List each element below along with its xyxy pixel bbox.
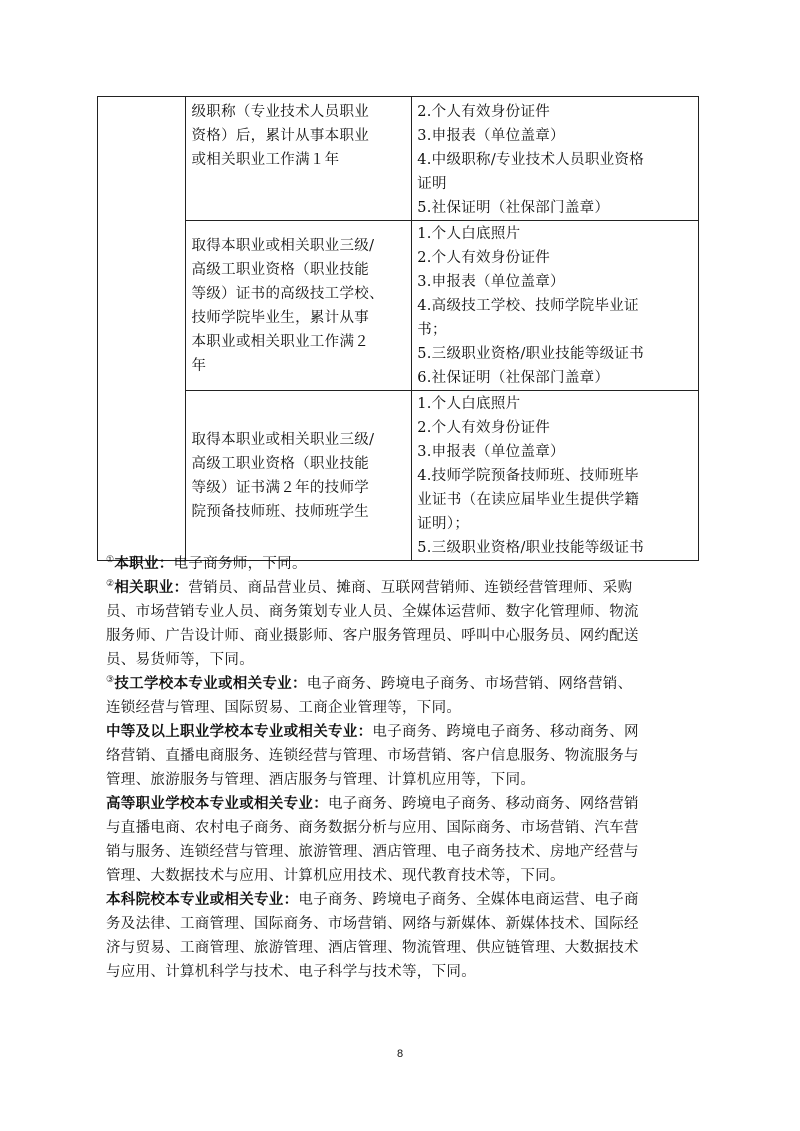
table-cell-materials bbox=[412, 221, 699, 391]
condition-line: 取得本职业或相关职业三级/ bbox=[191, 431, 375, 448]
material-line: 4.高级技工学校、技师学院毕业证 bbox=[417, 297, 639, 314]
table-row bbox=[98, 391, 699, 561]
table-cell-condition bbox=[186, 391, 412, 561]
table-row bbox=[98, 97, 699, 221]
footnote-term: 中等及以上职业学校本专业或相关专业： bbox=[106, 724, 373, 740]
material-line: 3.申报表（单位盖章） bbox=[417, 273, 565, 290]
footnote-term: 本职业： bbox=[114, 556, 174, 572]
table-cell-condition bbox=[186, 97, 412, 221]
condition-line: 或相关职业工作满１年 bbox=[191, 152, 340, 168]
footnote-text: 务及法律、工商管理、国际商务、市场营销、网络与新媒体、新媒体技术、国际经 bbox=[106, 916, 639, 932]
condition-line: 等级）证书满２年的技师学 bbox=[191, 479, 370, 496]
footnote-marker: ① bbox=[106, 555, 115, 566]
condition-line: 等级）证书的高级技工学校、 bbox=[191, 285, 384, 302]
footnote-text: 电子商务、跨境电子商务、全媒体电商运营、电子商 bbox=[298, 892, 639, 908]
page-number: 8 bbox=[396, 1048, 404, 1060]
footnote-marker: ③ bbox=[106, 675, 115, 686]
material-line: 2.个人有效身份证件 bbox=[417, 249, 551, 266]
material-line: 6.社保证明（社保部门盖章） bbox=[417, 369, 610, 386]
footnote-text: 管理、旅游服务与管理、酒店服务与管理、计算机应用等，下同。 bbox=[106, 772, 536, 788]
condition-line: 取得本职业或相关职业三级/ bbox=[191, 237, 375, 254]
material-line: 4.中级职称/专业技术人员职业资格 bbox=[417, 152, 645, 168]
footnote-text: 与直播电商、农村电子商务、商务数据分析与应用、国际商务、市场营销、汽车营 bbox=[106, 820, 639, 836]
footnote-secondary-vocational-majors bbox=[106, 720, 698, 792]
footnote-related-occupations bbox=[106, 576, 698, 672]
footnote-text: 济与贸易、工商管理、旅游管理、酒店管理、物流管理、供应链管理、大数据技术 bbox=[106, 940, 639, 956]
table-row bbox=[98, 221, 699, 391]
footnote-term: 相关职业： bbox=[114, 580, 189, 596]
material-line: 书； bbox=[417, 321, 447, 338]
material-line: 1.个人白底照片 bbox=[417, 395, 521, 412]
table-cell-condition bbox=[186, 221, 412, 391]
footnote-own-occupation bbox=[106, 552, 698, 576]
requirements-table-body bbox=[98, 97, 699, 561]
condition-line: 级职称（专业技术人员职业 bbox=[191, 104, 370, 120]
condition-line: 高级工职业资格（职业技能 bbox=[191, 261, 370, 278]
material-line: 业证书（在读应届毕业生提供学籍 bbox=[417, 491, 640, 508]
footnote-text: 与应用、计算机科学与技术、电子科学与技术等，下同。 bbox=[106, 964, 476, 980]
table-cell-materials bbox=[412, 97, 699, 221]
material-line: 4.技师学院预备技师班、技师班毕 bbox=[417, 467, 639, 484]
footnote-term: 高等职业学校本专业或相关专业： bbox=[106, 796, 328, 812]
condition-line: 资格）后，累计从事本职业 bbox=[191, 128, 370, 144]
material-line: 5.三级职业资格/职业技能等级证书 bbox=[417, 345, 645, 362]
condition-line: 院预备技师班、技师班学生 bbox=[191, 503, 370, 520]
condition-line: 技师学院毕业生，累计从事 bbox=[191, 309, 370, 326]
requirements-table bbox=[97, 96, 699, 561]
material-line: 2.个人有效身份证件 bbox=[417, 104, 551, 120]
material-line: 1.个人白底照片 bbox=[417, 225, 521, 242]
condition-line: 本职业或相关职业工作满２ bbox=[191, 333, 370, 350]
footnote-text: 电子商务、跨境电子商务、移动商务、网络营销 bbox=[328, 796, 639, 812]
material-line: 3.申报表（单位盖章） bbox=[417, 443, 565, 460]
footnote-text: 电子商务、跨境电子商务、市场营销、网络营销、 bbox=[306, 676, 633, 692]
material-line: 3.申报表（单位盖章） bbox=[417, 128, 565, 144]
footnote-text: 服务师、广告设计师、商业摄影师、客户服务管理员、呼叫中心服务员、网约配送 bbox=[106, 628, 639, 644]
footnote-text: 员、市场营销专业人员、商务策划专业人员、全媒体运营师、数字化管理师、物流 bbox=[106, 604, 639, 620]
footnote-text: 销与服务、连锁经营与管理、旅游管理、酒店管理、电子商务技术、房地产经营与 bbox=[106, 844, 639, 860]
footnote-marker: ② bbox=[106, 579, 115, 590]
footnote-technical-school-majors bbox=[106, 672, 698, 720]
footnote-text: 络营销、直播电商服务、连锁经营与管理、市场营销、客户信息服务、物流服务与 bbox=[106, 748, 639, 764]
footnote-text: 管理、大数据技术与应用、计算机应用技术、现代教育技术等，下同。 bbox=[106, 868, 565, 884]
table-cell-category bbox=[98, 97, 186, 561]
footnote-text: 电子商务、跨境电子商务、移动商务、网 bbox=[372, 724, 639, 740]
condition-line: 高级工职业资格（职业技能 bbox=[191, 455, 370, 472]
footnote-term: 技工学校本专业或相关专业： bbox=[114, 676, 307, 692]
material-line: 证明）； bbox=[417, 515, 470, 532]
footnote-term: 本科院校本专业或相关专业： bbox=[106, 892, 299, 908]
footnote-text: 电子商务师，下同。 bbox=[173, 556, 307, 572]
material-line: 5.三级职业资格/职业技能等级证书 bbox=[417, 539, 645, 556]
table-cell-materials bbox=[412, 391, 699, 561]
material-line: 5.社保证明（社保部门盖章） bbox=[417, 200, 610, 216]
footnote-undergraduate-majors bbox=[106, 888, 698, 984]
footnote-text: 营销员、商品营业员、摊商、互联网营销师、连锁经营管理师、采购 bbox=[188, 580, 633, 596]
footnotes bbox=[106, 552, 698, 984]
footnote-higher-vocational-majors bbox=[106, 792, 698, 888]
material-line: 证明 bbox=[417, 176, 447, 192]
footnote-text: 连锁经营与管理、国际贸易、工商企业管理等，下同。 bbox=[106, 700, 462, 716]
footnote-text: 员、易货师等，下同。 bbox=[106, 652, 254, 668]
material-line: 2.个人有效身份证件 bbox=[417, 419, 551, 436]
condition-line: 年 bbox=[191, 357, 207, 374]
